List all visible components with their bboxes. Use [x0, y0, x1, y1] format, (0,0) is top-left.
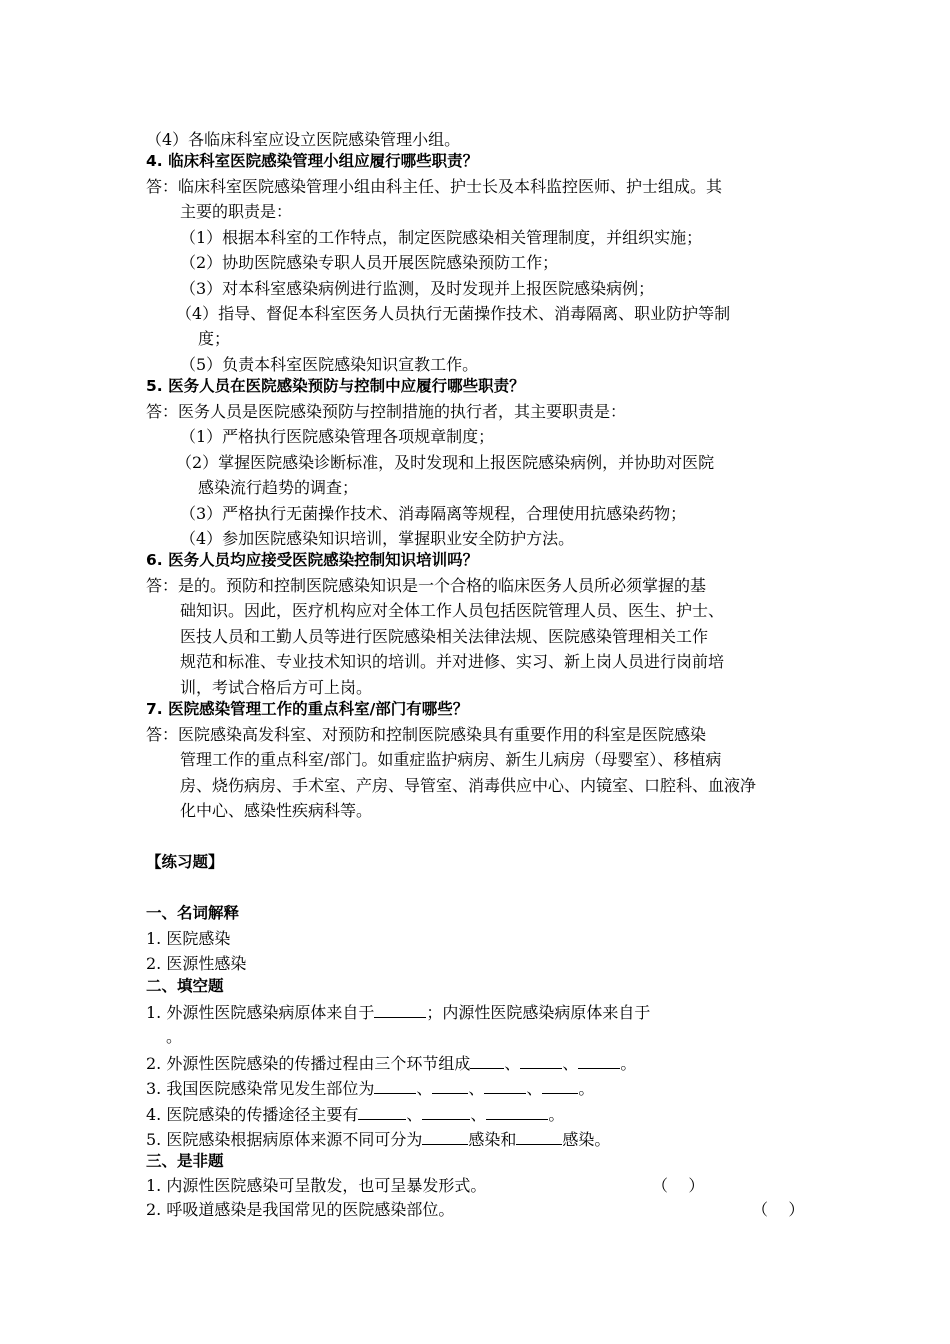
fill-blank-item: 1. 外源性医院感染病原体来自于 ；内源性医院感染病原体来自于	[146, 1003, 651, 1022]
answer-line: 房、烧伤病房、手术室、产房、导管室、消毒供应中心、内镜室、口腔科、血液净	[180, 776, 757, 795]
fill-blank-item: 3. 我国医院感染常见发生部位为 、 、 、 。	[146, 1079, 595, 1098]
section-heading: 二、填空题	[146, 977, 224, 995]
exercise-title: 【练习题】	[146, 853, 224, 871]
list-item: （2）掌握医院感染诊断标准，及时发现和上报医院感染病例，并协助对医院	[176, 453, 715, 472]
answer-blank[interactable]	[470, 1053, 504, 1069]
answer-blank[interactable]	[542, 1078, 578, 1094]
answer-blank[interactable]	[516, 1129, 562, 1145]
question-heading: 5. 医务人员在医院感染预防与控制中应履行哪些职责？	[146, 377, 525, 395]
list-item: （3）对本科室感染病例进行监测，及时发现并上报医院感染病例；	[180, 279, 655, 298]
true-false-item: 1. 内源性医院感染可呈散发，也可呈暴发形式。	[146, 1176, 487, 1195]
answer-line: 础知识。因此，医疗机构应对全体工作人员包括医院管理人员、医生、护士、	[180, 601, 725, 620]
question-heading: 4. 临床科室医院感染管理小组应履行哪些职责？	[146, 152, 479, 170]
fill-blank-continuation: 。	[166, 1027, 183, 1046]
answer-line: 答：医院感染高发科室、对预防和控制医院感染具有重要作用的科室是医院感染	[146, 725, 707, 744]
question-heading: 7. 医院感染管理工作的重点科室/部门有哪些？	[146, 700, 469, 718]
list-item-continuation: 度；	[198, 329, 231, 348]
answer-line: 规范和标准、专业技术知识的培训。并对进修、实习、新上岗人员进行岗前培	[180, 652, 725, 671]
answer-line: 化中心、感染性疾病科等。	[180, 801, 373, 820]
fill-blank-item: 2. 外源性医院感染的传播过程由三个环节组成 、 、 。	[146, 1054, 637, 1073]
answer-line: 答：医务人员是医院感染预防与控制措施的执行者，其主要职责是：	[146, 402, 627, 421]
list-item: （4）指导、督促本科室医务人员执行无菌操作技术、消毒隔离、职业防护等制	[176, 304, 731, 323]
section-heading: 一、名词解释	[146, 904, 240, 922]
answer-line: 答：临床科室医院感染管理小组由科主任、护士长及本科监控医师、护士组成。其	[146, 177, 723, 196]
fill-blank-item: 5. 医院感染根据病原体来源不同可分为 感染和 感染。	[146, 1130, 611, 1149]
answer-line: 主要的职责是：	[180, 202, 293, 221]
answer-blank[interactable]	[484, 1078, 526, 1094]
question-heading: 6. 医务人员均应接受医院感染控制知识培训吗？	[146, 551, 479, 569]
answer-blank[interactable]	[432, 1078, 468, 1094]
answer-blank[interactable]	[422, 1129, 468, 1145]
answer-blank[interactable]	[358, 1104, 406, 1120]
answer-line: 医技人员和工勤人员等进行医院感染相关法律法规、医院感染管理相关工作	[180, 627, 709, 646]
answer-blank[interactable]	[486, 1104, 548, 1120]
section-heading: 三、是非题	[146, 1152, 224, 1170]
list-item: （2）协助医院感染专职人员开展医院感染预防工作；	[180, 253, 559, 272]
list-item: （3）严格执行无菌操作技术、消毒隔离等规程，合理使用抗感染药物；	[180, 504, 687, 523]
answer-line: 答：是的。预防和控制医院感染知识是一个合格的临床医务人员所必须掌握的基	[146, 576, 707, 595]
answer-parentheses[interactable]: （ ）	[752, 1200, 805, 1219]
answer-blank[interactable]	[374, 1078, 416, 1094]
list-item: （1）根据本科室的工作特点，制定医院感染相关管理制度，并组织实施；	[180, 228, 703, 247]
term-item: 1. 医院感染	[146, 929, 231, 948]
paragraph: （4）各临床科室应设立医院感染管理小组。	[146, 130, 461, 149]
answer-blank[interactable]	[578, 1053, 620, 1069]
fill-blank-item: 4. 医院感染的传播途径主要有 、 、 。	[146, 1105, 565, 1124]
true-false-item: 2. 呼吸道感染是我国常见的医院感染部位。	[146, 1200, 455, 1219]
list-item: （4）参加医院感染知识培训，掌握职业安全防护方法。	[180, 529, 575, 548]
answer-blank[interactable]	[374, 1002, 426, 1018]
term-item: 2. 医源性感染	[146, 954, 247, 973]
answer-parentheses[interactable]: （ ）	[652, 1176, 705, 1195]
answer-blank[interactable]	[422, 1104, 470, 1120]
answer-line: 训，考试合格后方可上岗。	[180, 678, 373, 697]
list-item-continuation: 感染流行趋势的调查；	[198, 478, 359, 497]
list-item: （1）严格执行医院感染管理各项规章制度；	[180, 427, 495, 446]
answer-blank[interactable]	[520, 1053, 562, 1069]
answer-line: 管理工作的重点科室/部门。如重症监护病房、新生儿病房（母婴室）、移植病	[180, 750, 722, 769]
list-item: （5）负责本科室医院感染知识宣教工作。	[180, 355, 479, 374]
